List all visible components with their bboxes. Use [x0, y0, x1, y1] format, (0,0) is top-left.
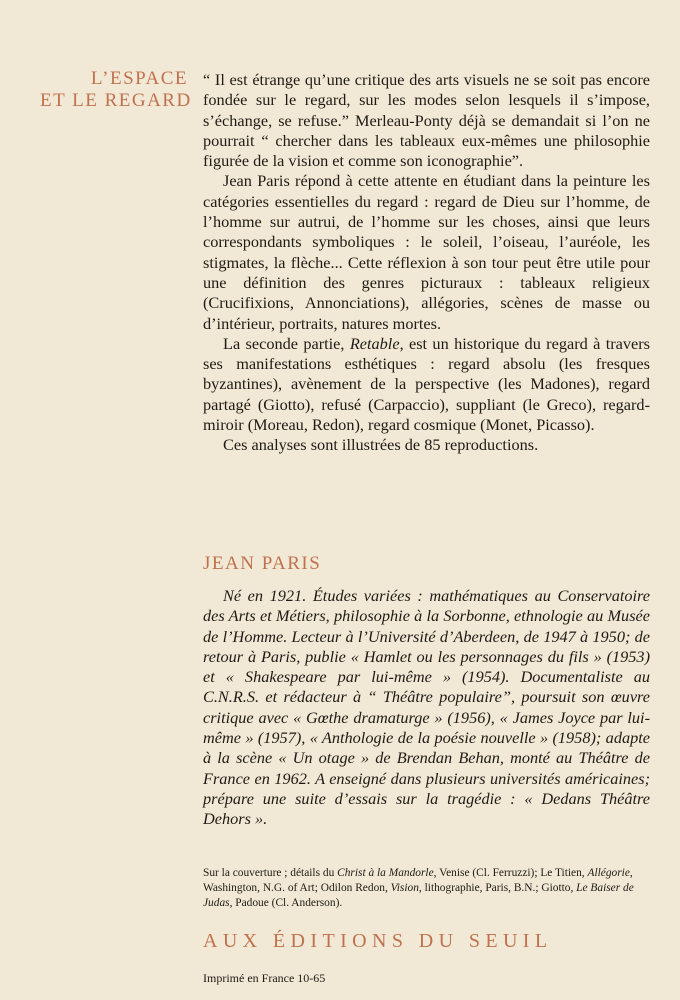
credits-part-4: , lithographie, Paris, B.N.; Giotto, [418, 882, 577, 894]
publisher-name: AUX ÉDITIONS DU SEUIL [203, 930, 553, 952]
book-description [203, 70, 650, 456]
credits-work-2: Allégorie [587, 867, 630, 879]
credits-part-5: , Padoue (Cl. Anderson). [229, 897, 343, 909]
book-title [40, 68, 192, 112]
retable-title: Retable [349, 333, 400, 353]
author-biography: Né en 1921. Études variées : mathématiques au Conservatoire des Arts et Métiers, philosophie à la Sorbonne, ethnologie au Musée de l’Homme. Lecteur à l’Université d’Aberdeen, de 1947 à 1950; de retour à Paris, publie « Hamlet ou les personnages du fils » (1953) et « Shakespeare par lui-même » (1954). Documentaliste au C.N.R.S. et rédacteur à “ Théâtre populaire”, poursuit son œuvre critique avec « Gœthe dramaturge » (1956), « James Joyce par lui-même » (1957), « Anthologie de la poésie nouvelle » (1958); adapte à la scène « Un otage » de Brendan Behan, monté au Théâtre de France en 1962. A enseigné dans plusieurs universités américaines; prépare une suite d’essais sur la tragédie : « Dedans Théâtre Dehors ». [203, 586, 650, 829]
credits-work-4: Le Baiser de Judas [203, 882, 634, 909]
description-paragraph-3-end: , est un historique du regard à travers ses manifestations esthétiques : regard absolu (les fresques byzantines), avènement de la perspective (les Madones), regard partagé (Giotto), refusé (Carpaccio), suppliant (le Greco), regard-miroir (Moreau, Redon), regard cosmique (Monet, Picasso). [203, 333, 651, 435]
description-paragraph-2: Jean Paris répond à cette attente en étudiant dans la peinture les catégories essentielles du regard : regard de Dieu sur l’homme, de l’homme sur autrui, de l’homme sur les choses, ainsi que leurs correspondants symboliques : le soleil, l’oiseau, l’auréole, les stigmates, la flèche... Cette réflexion à son tour peut être utile pour une définition des genres picturaux : tableaux religieux (Crucifixions, Annonciations), allégories, scènes de masse ou d’intérieur, portraits, natures mortes. [203, 171, 650, 333]
book-title-line-1: L’ESPACE [90, 68, 188, 89]
printing-notice: Imprimé en France 10-65 [203, 971, 326, 985]
credits-part-1: Sur la couverture ; détails du [203, 867, 338, 879]
description-paragraph-1: “ Il est étrange qu’une critique des arts visuels ne se soit pas encore fondée sur le regard, sur les modes selon lesquels il s’impose, s’échange, se refuse.” Merleau-Ponty déjà se demandait si l’on ne pourrait “ chercher dans les tableaux eux-mêmes une philosophie figurée de la vision et comme son iconographie”. [203, 70, 650, 171]
description-paragraph-3 [203, 334, 650, 435]
book-title-line-2: ET LE REGARD [40, 90, 192, 111]
credits-part-3: , Washington, N.G. of Art; Odilon Redon, [203, 867, 633, 894]
author-name: JEAN PARIS [203, 553, 322, 574]
credits-part-2: , Venise (Cl. Ferruzzi); Le Titien, [433, 867, 588, 879]
description-paragraph-4: Ces analyses sont illustrées de 85 reproductions. [223, 435, 539, 455]
cover-credits [203, 866, 650, 911]
description-paragraph-3-start: La seconde partie, [223, 333, 350, 353]
credits-work-1: Christ à la Mandorle [337, 867, 434, 879]
credits-work-3: Vision [390, 882, 419, 894]
